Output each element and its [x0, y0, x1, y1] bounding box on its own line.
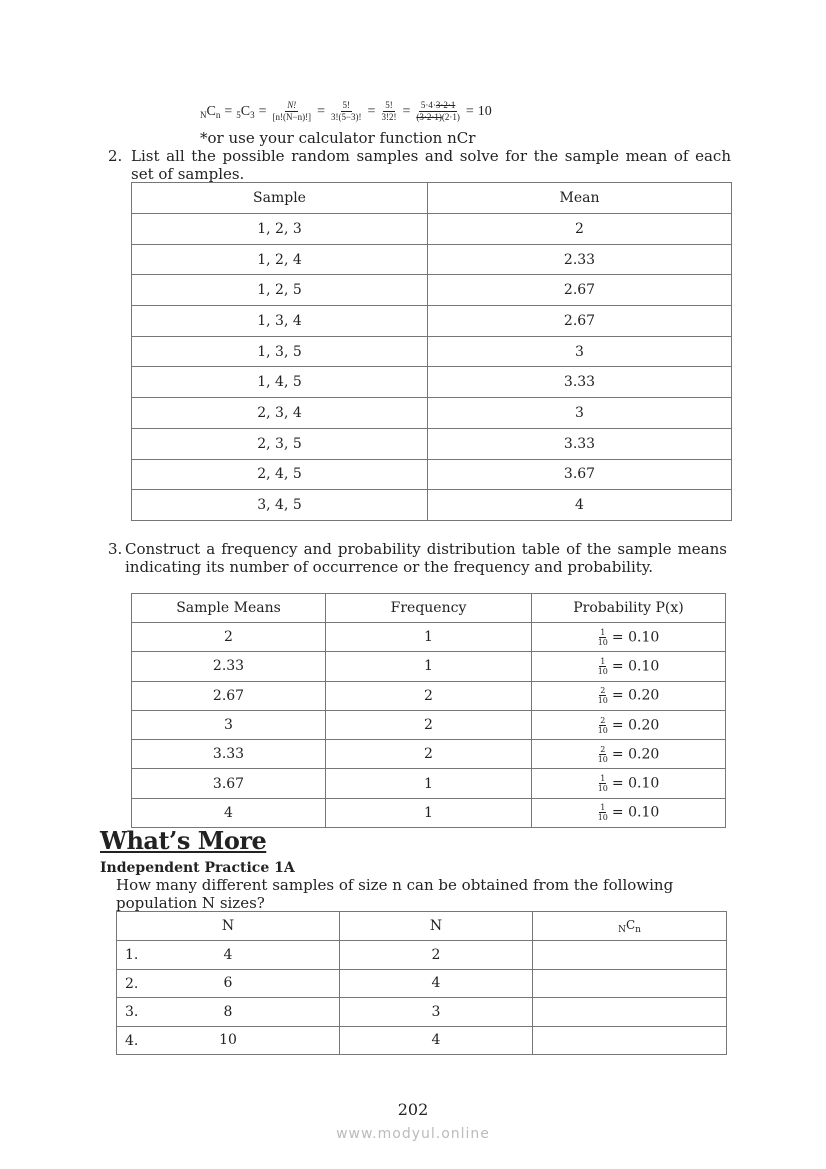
item-number: 2.: [108, 147, 123, 165]
mean-cell: 3.33: [428, 367, 732, 398]
denominator: 10: [597, 754, 608, 764]
table-row: [132, 428, 732, 459]
mean-cell: 3: [428, 398, 732, 429]
mean-cell: 3: [428, 336, 732, 367]
fraction: [381, 100, 396, 123]
frequency-cell: 1: [326, 623, 532, 652]
probability-cell: [532, 798, 726, 827]
sample-size-cell: 4: [340, 1026, 533, 1055]
numerator: 2: [600, 715, 606, 725]
num-b: 3·2·1: [435, 100, 456, 110]
mean-cell: 2.67: [132, 681, 326, 710]
denominator: [416, 112, 460, 123]
c: C: [240, 103, 251, 119]
mean-cell: 3.67: [132, 769, 326, 798]
calculator-note: *or use your calculator function nCr: [200, 129, 476, 147]
mean-cell: 3.33: [132, 740, 326, 769]
denominator: 10: [597, 696, 608, 706]
item-text: Construct a frequency and probability distribution table of the sample means indicating its number of occurrence or the frequency and probability.: [125, 540, 727, 576]
sub: n: [635, 924, 641, 935]
watermark: www.modyul.online: [336, 1126, 490, 1142]
mean-cell: 4: [428, 490, 732, 521]
probability-cell: [532, 652, 726, 681]
sample-cell: 1, 2, 5: [132, 275, 428, 306]
distribution-table: [131, 593, 726, 828]
sample-cell: 1, 2, 3: [132, 214, 428, 245]
mean-cell: 2: [132, 623, 326, 652]
mean-cell: 2.67: [428, 306, 732, 337]
table-row: [132, 798, 726, 827]
probability-cell: [532, 710, 726, 739]
numerator: 1: [600, 803, 606, 813]
probability-value: = 0.20: [611, 746, 660, 763]
header-sample-n: N: [340, 912, 533, 941]
numerator: 2: [600, 686, 606, 696]
practice-prompt: How many different samples of size n can be obtained from the following population N sizes?: [116, 876, 674, 912]
denominator: 3!2!: [381, 112, 397, 122]
header-population-n: N: [117, 912, 340, 941]
table-row: [132, 459, 732, 490]
table-row: [132, 740, 726, 769]
sample-cell: 2, 3, 5: [132, 428, 428, 459]
sample-cell: 1, 4, 5: [132, 367, 428, 398]
table-row: [132, 398, 732, 429]
mean-cell: 4: [132, 798, 326, 827]
sample-cell: 1, 2, 4: [132, 244, 428, 275]
den-a: (3·2·1): [416, 112, 442, 122]
numerator: N!: [287, 100, 297, 110]
samples-table: [131, 182, 732, 521]
answer-cell[interactable]: [533, 969, 727, 998]
sub: n: [215, 109, 221, 120]
table-row: [132, 367, 732, 398]
numerator: 2: [600, 744, 606, 754]
probability-cell: [532, 681, 726, 710]
mean-cell: 2.33: [132, 652, 326, 681]
table-row: [132, 769, 726, 798]
population-cell: [117, 998, 340, 1027]
frequency-cell: 1: [326, 769, 532, 798]
numerator: 5!: [385, 100, 393, 110]
population-value: 4: [223, 946, 233, 963]
sample-cell: 2, 3, 4: [132, 398, 428, 429]
row-number: 3.: [125, 1004, 139, 1020]
table-row: [117, 998, 727, 1027]
fraction: [598, 803, 608, 822]
numerator: [419, 100, 458, 112]
den-b: (2·1): [441, 112, 460, 122]
probability-value: = 0.20: [611, 687, 660, 704]
denominator: 3!(5−3)!: [330, 112, 362, 122]
mean-cell: 2.33: [428, 244, 732, 275]
sample-cell: 1, 3, 5: [132, 336, 428, 367]
denominator: 10: [597, 725, 608, 735]
frequency-cell: 2: [326, 710, 532, 739]
table-row: [132, 652, 726, 681]
probability-value: = 0.10: [611, 629, 660, 646]
fraction: [598, 686, 608, 705]
fraction: [331, 100, 362, 123]
mean-cell: 3.67: [428, 459, 732, 490]
numerator: 5!: [342, 100, 350, 110]
probability-cell: [532, 740, 726, 769]
sample-cell: 3, 4, 5: [132, 490, 428, 521]
population-value: 6: [223, 975, 233, 992]
population-cell: [117, 969, 340, 998]
c: C: [206, 103, 216, 119]
table-row: [132, 244, 732, 275]
header-frequency: Frequency: [326, 594, 532, 623]
sub: N: [618, 924, 626, 935]
denominator: 10: [597, 784, 608, 794]
sub: 5: [236, 109, 241, 120]
practice-table: [116, 911, 727, 1055]
table-row: [132, 214, 732, 245]
mean-cell: 3.33: [428, 428, 732, 459]
probability-cell: [532, 623, 726, 652]
header-mean: Mean: [428, 183, 732, 214]
num-a: 5·4·: [420, 100, 436, 110]
page-number: 202: [397, 1100, 429, 1119]
population-cell: [117, 1026, 340, 1055]
sub: N: [200, 109, 207, 120]
probability-value: = 0.10: [611, 658, 660, 675]
probability-value: = 0.10: [611, 775, 660, 792]
table-row: [117, 1026, 727, 1055]
population-cell: [117, 941, 340, 970]
ncn: [200, 104, 220, 120]
table-row: [132, 336, 732, 367]
fraction: [598, 657, 608, 676]
5c3: [236, 104, 254, 120]
sample-size-cell: 4: [340, 969, 533, 998]
sample-cell: 1, 3, 4: [132, 306, 428, 337]
frequency-cell: 2: [326, 681, 532, 710]
sample-cell: 2, 4, 5: [132, 459, 428, 490]
item-text: List all the possible random samples and solve for the sample mean of each set of samples.: [131, 147, 731, 183]
population-value: 10: [219, 1032, 237, 1049]
fraction: [598, 628, 608, 647]
fraction: [598, 745, 608, 764]
numerator: 1: [600, 627, 606, 637]
probability-value: = 0.20: [611, 717, 660, 734]
row-number: 2.: [125, 975, 139, 992]
answer-cell[interactable]: [533, 998, 727, 1027]
table-row: [132, 623, 726, 652]
sub: 3: [250, 109, 255, 120]
combination-formula: $_NC_n$ = $_5C_3$ = $\frac{N!}{[n!(N-n)!]}$ = $\frac{5!}{3!(5-3)!}$ = $\frac{5!}{3!2!}$ = $\frac{5\cdot 4\cdot 3\cdot 2\cdot 1}{(3\cdot 2\cdot 1)(2\cdot 1)}$ = 10: [200, 100, 492, 122]
sample-size-cell: 3: [340, 998, 533, 1027]
numerator: 1: [600, 774, 606, 784]
row-number: 1.: [125, 947, 139, 963]
mean-cell: 2: [428, 214, 732, 245]
header-row: [132, 594, 726, 623]
fraction: [598, 716, 608, 735]
denominator: 10: [597, 813, 608, 823]
c: C: [625, 917, 636, 932]
table-row: [117, 969, 727, 998]
header-sample: Sample: [132, 183, 428, 214]
mean-cell: 3: [132, 710, 326, 739]
probability-cell: [532, 769, 726, 798]
table-row: [132, 490, 732, 521]
denominator: [n!(N−n)!]: [272, 112, 312, 122]
fraction: [273, 100, 312, 123]
table-row: [132, 681, 726, 710]
item-number: 3.: [108, 540, 123, 558]
header-probability: Probability P(x): [532, 594, 726, 623]
header-row: [117, 912, 727, 941]
result: 10: [477, 103, 492, 119]
denominator: 10: [597, 637, 608, 647]
frequency-cell: 2: [326, 740, 532, 769]
header-combinations: [533, 912, 727, 941]
section-title: What’s More: [100, 826, 267, 855]
frequency-cell: 1: [326, 652, 532, 681]
fraction: [416, 100, 460, 123]
table-row: [132, 275, 732, 306]
numerator: 1: [600, 656, 606, 666]
probability-value: = 0.10: [611, 804, 660, 821]
table-row: [117, 941, 727, 970]
denominator: 10: [597, 666, 608, 676]
header-sample-means: Sample Means: [132, 594, 326, 623]
table-row: [132, 710, 726, 739]
answer-cell[interactable]: [533, 1026, 727, 1055]
header-row: [132, 183, 732, 214]
table-row: [132, 306, 732, 337]
answer-cell[interactable]: [533, 941, 727, 970]
mean-cell: 2.67: [428, 275, 732, 306]
frequency-cell: 1: [326, 798, 532, 827]
population-value: 8: [223, 1003, 233, 1020]
sample-size-cell: 2: [340, 941, 533, 970]
subsection-title: Independent Practice 1A: [100, 860, 295, 876]
row-number: 4.: [125, 1032, 139, 1049]
fraction: [598, 774, 608, 793]
